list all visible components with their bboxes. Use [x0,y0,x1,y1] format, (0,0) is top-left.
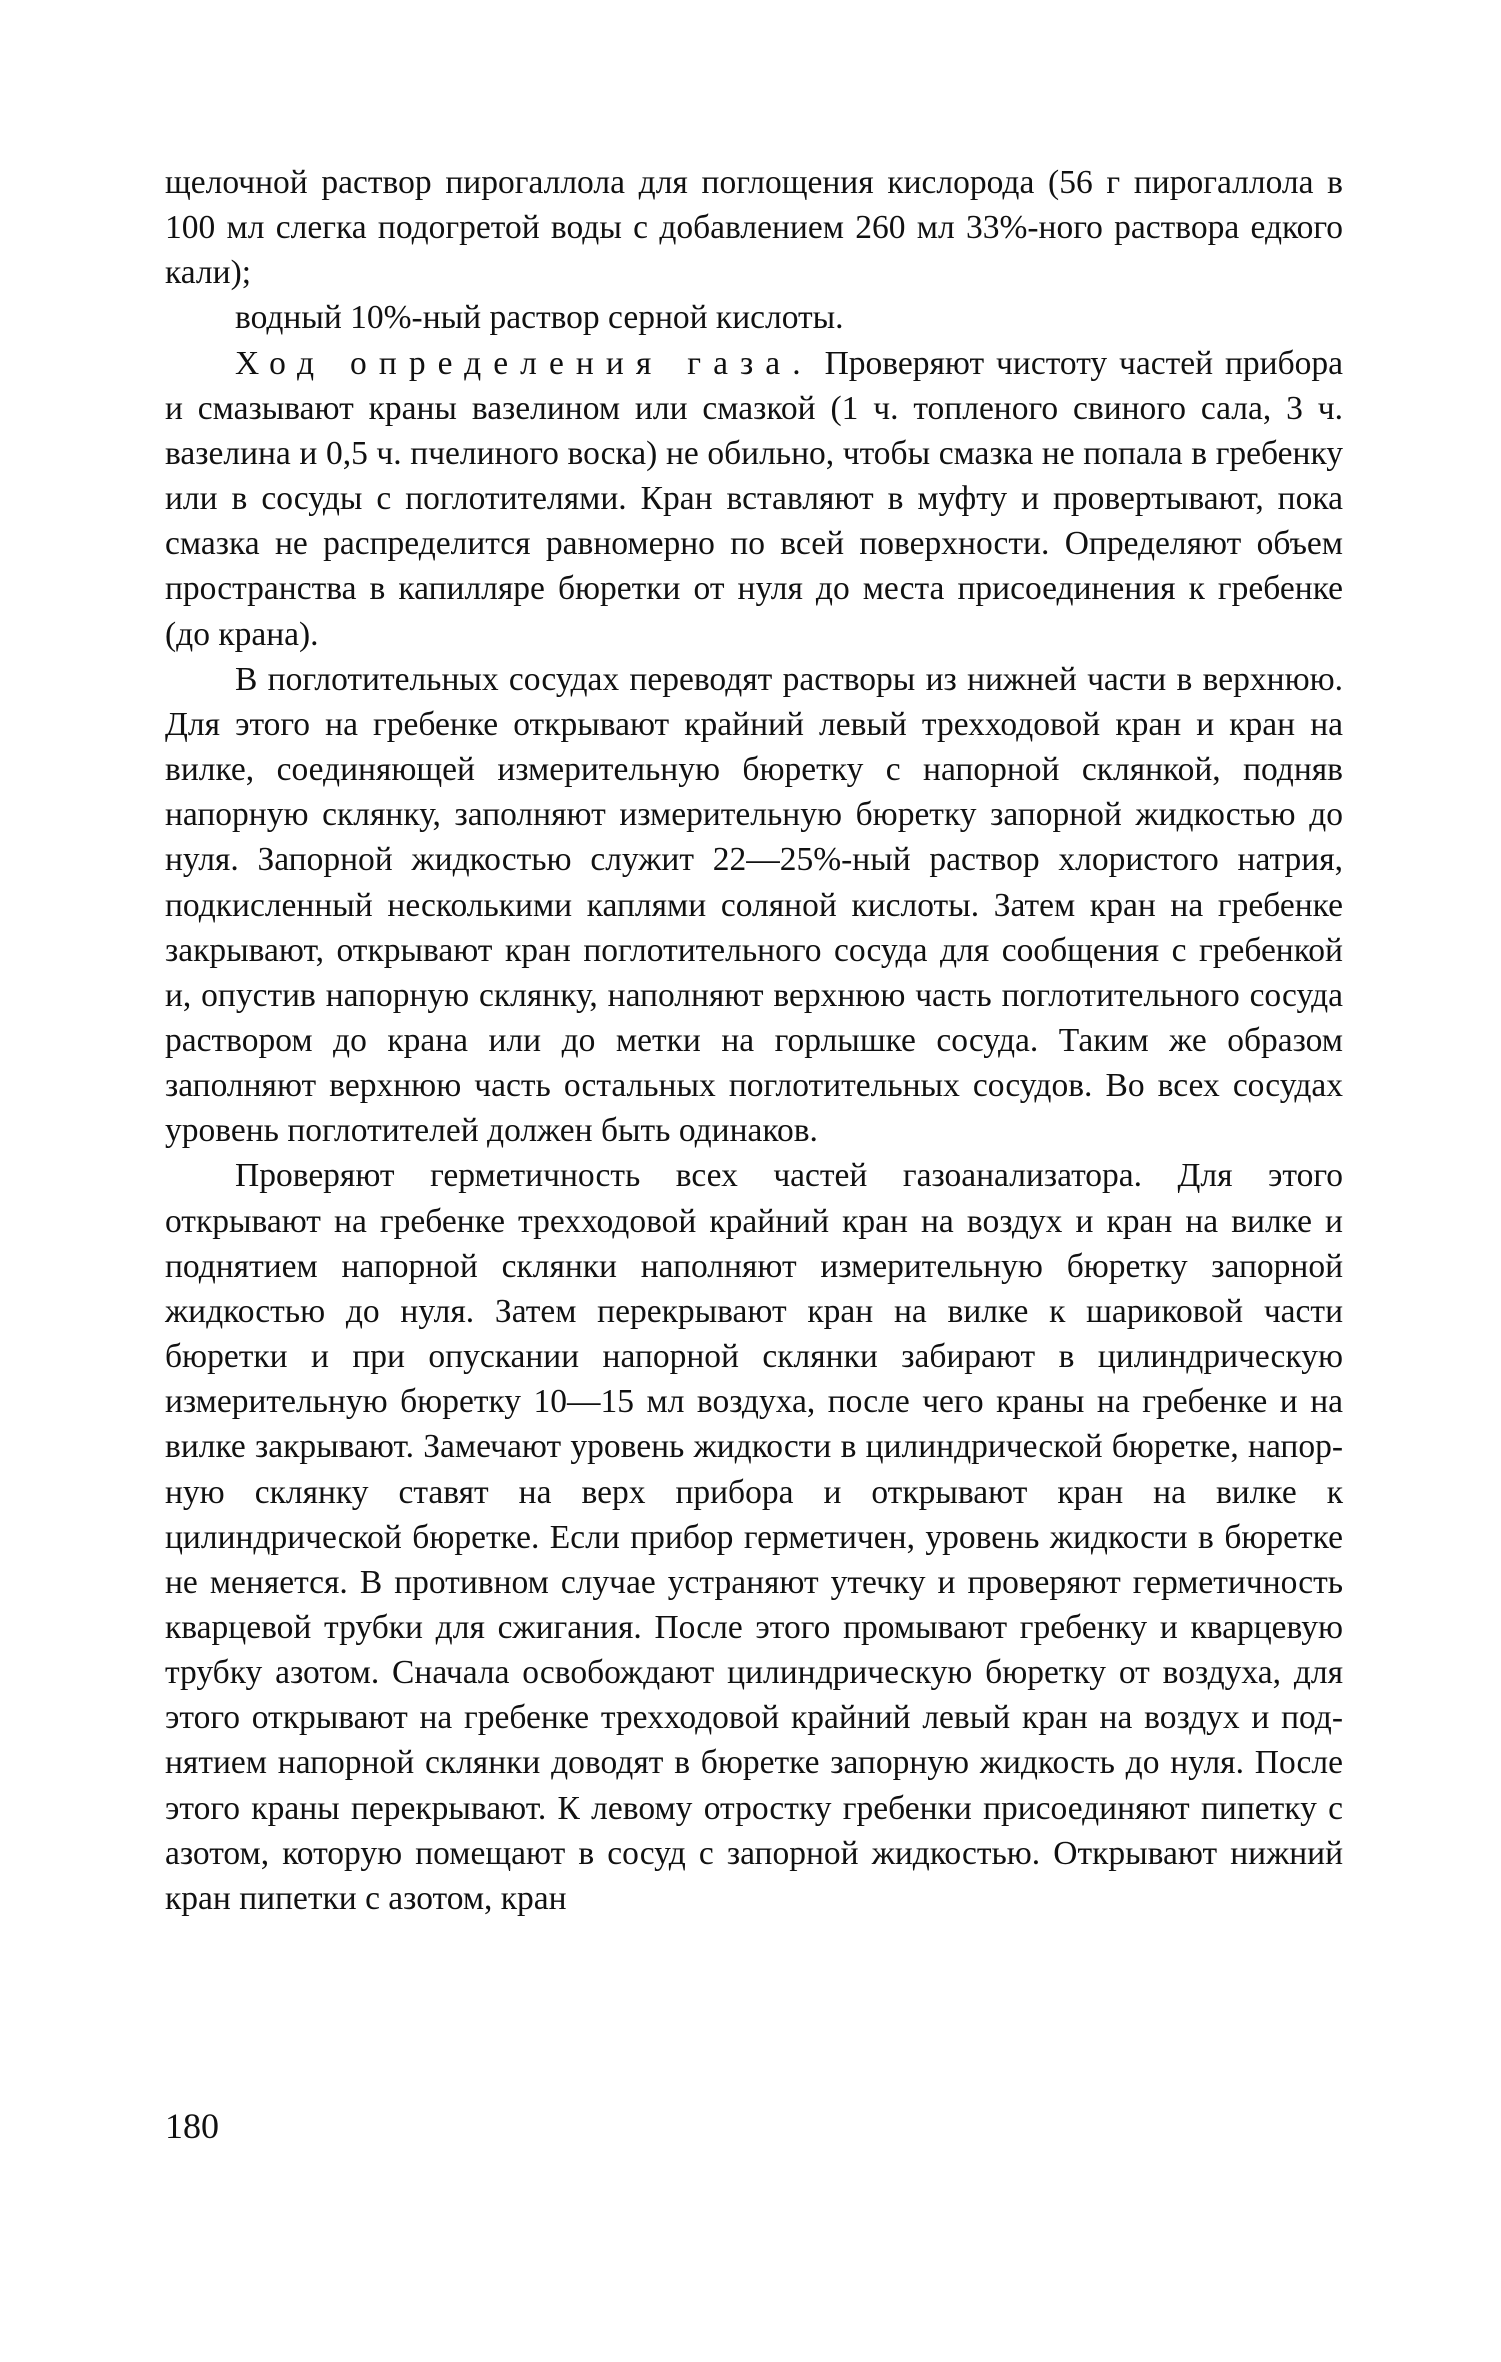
paragraph-text: водный 10%-ный раствор серной кислоты. [235,299,844,337]
paragraph-reagent-sulfuric-acid [165,295,1343,340]
section-run-in-heading: Ход определения газа. [235,344,813,382]
paragraph-text: Проверяют чистоту частей прибора и смазывают краны вазелином или смазкой (1 ч. топленого свиного сала, 3 ч. вазелина и 0,5 ч. пчелиного воска) не обильно, чтобы смазка не попала в гребенку или в сосуды с поглотителями. Кран вставляют в муфту и провертывают, пока смазка не распределится равномерно по всей поверхности. Определяют объем пространства в капилляре бюретки от нуля до места присоединения к гребенке (до крана). [165,344,1343,653]
paragraph-text: В поглотительных сосудах переводят растворы из нижней части в верхнюю. Для этого на гребенке открывают крайний левый трехходовой кран и кран на вилке, соединяющей измерительную бюретку с напорной склянкой, подняв напорную склянку, заполняют измерительную бюретку запорной жидкостью до нуля. Запорной жидкостью служит 22—25%-ный раствор хлористого натрия, подкисленный несколькими каплями соляной кислоты. Затем кран на гребенке закрывают, открывают кран поглотительного сосуда для сообщения с гребенкой и, опустив напорную склянку, наполняют верхнюю часть поглотительного сосуда раствором до крана или до метки на горлышке сосуда. Таким же образом заполняют верхнюю часть остальных поглотительных сосудов. Во всех сосудах уровень поглотителей должен быть одинаков. [165,660,1343,1150]
paragraph-leak-check [165,1153,1343,1921]
page-number: 180 [165,2106,219,2146]
paragraph-text: щелочной раствор пирогаллола для поглощения кислорода (56 г пирогаллола в 100 мл слегка подогретой воды с добавлением 260 мл 33%-ного раствора едкого кали); [165,164,1343,292]
body-text [165,160,1343,1921]
paragraph-absorber-filling [165,657,1343,1154]
paragraph-text: Проверяют герметичность всех частей газоанализатора. Для этого открывают на гребенке трехходовой крайний кран на воздух и кран на вилке и поднятием напорной склянки наполняют измерительную бюретку запорной жидкостью до нуля. Затем перекрывают кран на вилке к шариковой части бюретки и при опускании напорной склянки забирают в цилиндрическую измерительную бюретку 10—15 мл воздуха, после чего краны на гребенке и на вилке закрывают. Замечают уровень жидкости в цилиндрической бюретке, напорную склянку ставят на верх прибора и открывают кран на вилке к цилиндрической бюретке. Если прибор герметичен, уровень жидкости в бюретке не меняется. В противном случае устраняют утечку и проверяют герметичность кварцевой трубки для сжигания. После этого промывают гребенку и кварцевую трубку азотом. Сначала освобождают цилиндрическую бюретку от воздуха, для этого открывают на гребенке трехходовой крайний левый кран на воздух и поднятием напорной склянки доводят в бюретке запорную жидкость до нуля. После этого краны перекрывают. К левому отростку гребенки присоединяют пипетку с азотом, которую помещают в сосуд с запорной жидкостью. Открывают нижний кран пипетки с азотом, кран [165,1157,1343,1917]
paragraph-reagent-pyrogallol [165,160,1343,295]
paragraph-gas-procedure [165,341,1343,657]
